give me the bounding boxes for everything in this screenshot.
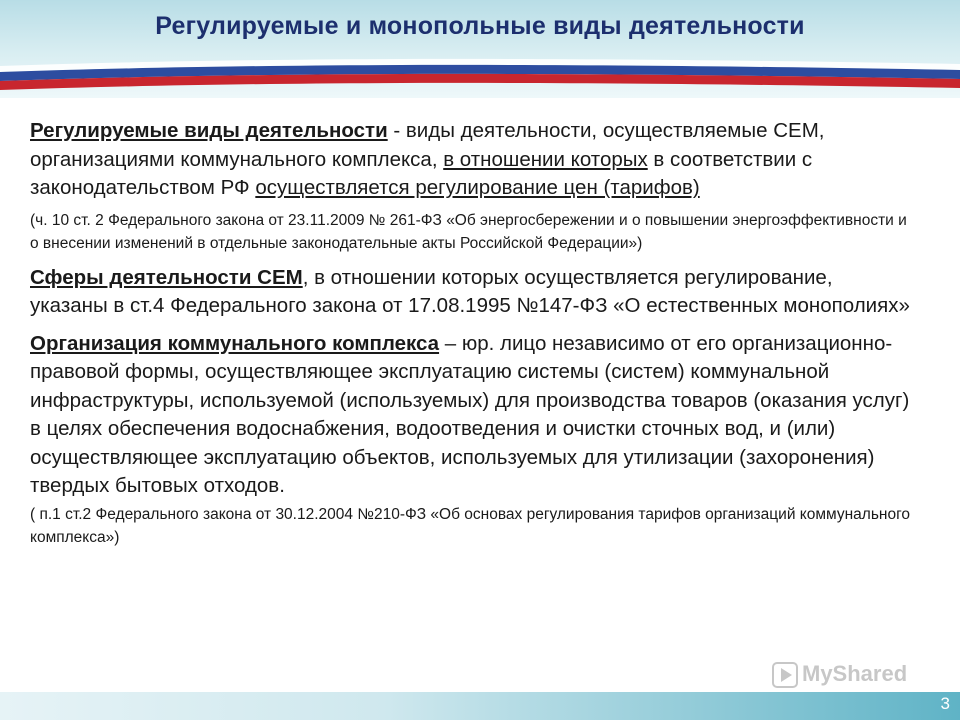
para1-text-2: в соответствии с законодательством РФ <box>30 147 813 199</box>
reference-210fz: ( п.1 ст.2 Федерального закона от 30.12.2004 №210-ФЗ «Об основах регулирования тарифов организаций коммунального комплекса») <box>30 505 911 546</box>
paragraph-regulated <box>30 117 910 203</box>
reference-261fz: (ч. 10 ст. 2 Федерального закона от 23.11.2009 № 261-ФЗ «Об энергосбережении и о повышении энергоэффективности и о внесении изменений в отдельные законодательные акты Российской Федерации») <box>30 211 907 252</box>
para1-underlined-1: в отношении которых <box>443 147 648 171</box>
term-regulated: Регулируемые виды деятельности <box>30 119 388 142</box>
paragraph-communal-org <box>30 330 910 501</box>
play-icon <box>772 662 798 688</box>
slide-header <box>0 0 960 98</box>
para2-text: , в отношении которых осуществляется регулирование, указаны в ст.4 Федерального закона от 17.08.1995 №147-ФЗ «О естественных монополиях» <box>30 265 910 317</box>
watermark <box>772 660 932 690</box>
watermark-text: MyShared <box>802 661 908 686</box>
slide-footer <box>0 692 960 720</box>
para1-underlined-2: осуществляется регулирование цен (тарифов) <box>255 176 700 199</box>
paragraph-sem-spheres <box>30 264 910 321</box>
term-sem-spheres: Сферы деятельности СЕМ <box>30 265 303 289</box>
slide-content <box>30 113 910 549</box>
para3-text: – юр. лицо независимо от его организационно-правовой формы, осуществляющее эксплуатацию системы (систем) коммунальной инфраструктуры, используемой (используемых) для производства товаров (оказания услуг) в целях обеспечения водоснабжения, водоотведения и очистки сточных вод, и (или) осуществляющее эксплуатацию объектов, используемых для утилизации (захоронения) твердых бытовых отходов. <box>30 331 910 497</box>
slide-title: Регулируемые и монопольные виды деятельности <box>155 12 805 40</box>
para1-text-1: - виды деятельности, осуществляемые СЕМ, организациями коммунального комплекса, <box>30 119 825 171</box>
page-number: 3 <box>940 694 950 713</box>
term-communal-org: Организация коммунального комплекса <box>30 331 440 355</box>
